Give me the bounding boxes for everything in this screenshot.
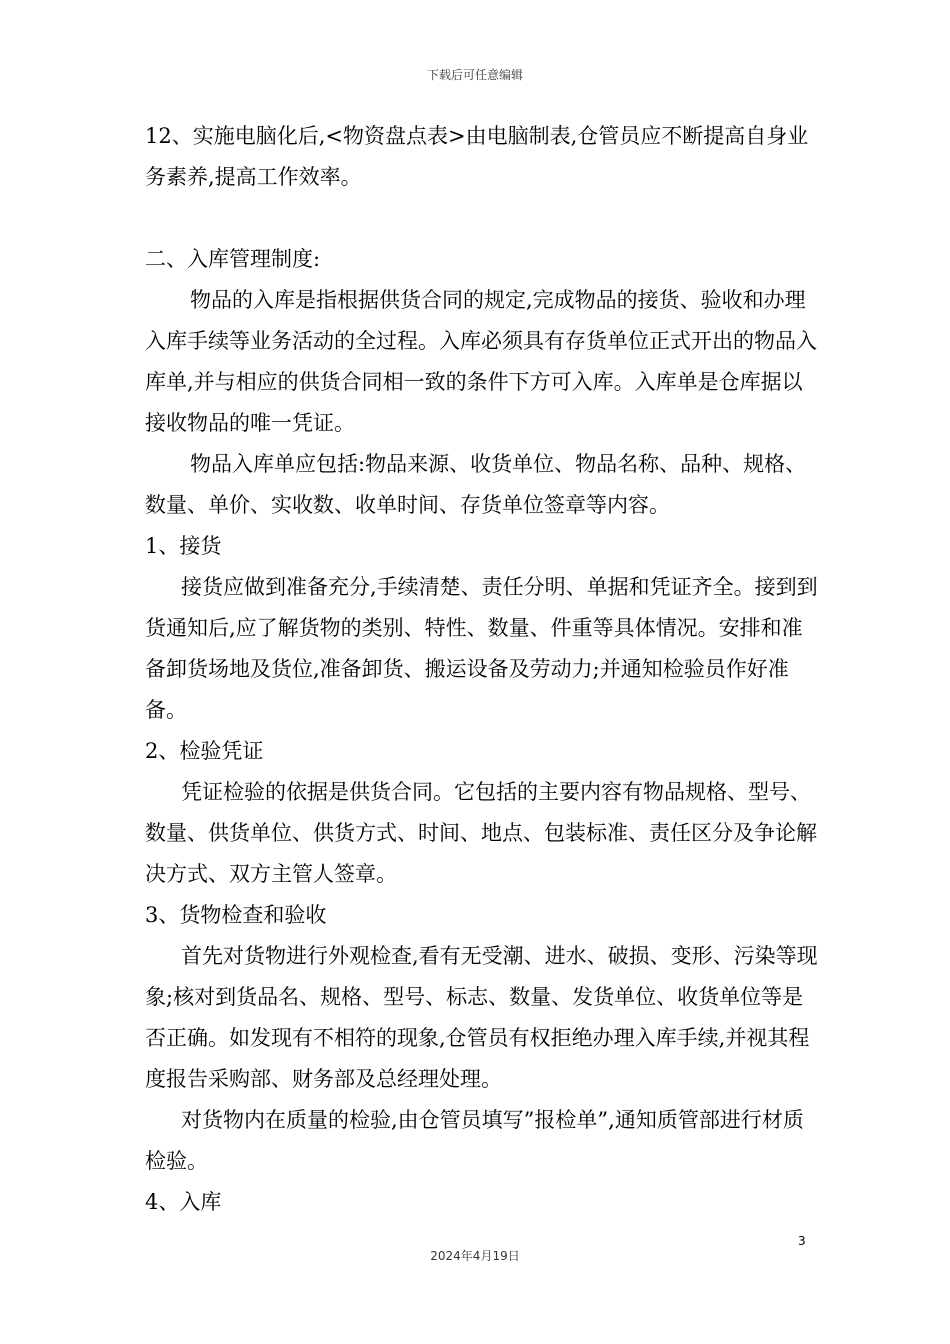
paragraph-voucher-check: 凭证检验的依据是供货合同。它包括的主要内容有物品规格、型号、数量、供货单位、供货方式、时间、地点、包装标准、责任区分及争论解决方式、双方主管人签章。 [145,780,817,886]
paragraph-receipt-contents: 物品入库单应包括:物品来源、收货单位、物品名称、品种、规格、数量、单价、实收数、收单时间、存货单位签章等内容。 [145,452,807,517]
blank-line [145,198,820,239]
paragraph-inspection: 首先对货物进行外观检查,看有无受潮、进水、破损、变形、污染等现象;核对到货品名、规格、型号、标志、数量、发货单位、收货单位等是否正确。如发现有不相符的现象,仓管员有权拒绝办理入库手续,并视其程度报告采购部、财务部及总经理处理。 [145,944,818,1091]
subheading-warehousing: 4、入库 [145,1190,222,1214]
subheading-inspection: 3、货物检查和验收 [145,903,327,927]
paragraph-quality-check: 对货物内在质量的检验,由仓管员填写”报检单”,通知质管部进行材质检验。 [145,1108,804,1173]
subheading-receiving: 1、接货 [145,534,222,558]
document-body [145,116,820,1223]
page-header: 下载后可任意编辑 [426,68,523,82]
paragraph-item-12: 12、实施电脑化后,<物资盘点表>由电脑制表,仓管员应不断提高自身业务素养,提高工作效率。 [145,124,809,189]
paragraph-intro: 物品的入库是指根据供货合同的规定,完成物品的接货、验收和办理入库手续等业务活动的全过程。入库必须具有存货单位正式开出的物品入库单,并与相应的供货合同相一致的条件下方可入库。入库单是仓库据以接收物品的唯一凭证。 [145,288,817,435]
page-number: 3 [798,1234,806,1248]
subheading-voucher-check: 2、检验凭证 [145,739,264,763]
page-footer-date: 2024年4月19日 [430,1249,520,1263]
section-title: 二、入库管理制度: [145,247,321,271]
paragraph-receiving: 接货应做到准备充分,手续清楚、责任分明、单据和凭证齐全。接到到货通知后,应了解货物的类别、特性、数量、件重等具体情况。安排和准备卸货场地及货位,准备卸货、搬运设备及劳动力;并通知检验员作好准备。 [145,575,818,722]
